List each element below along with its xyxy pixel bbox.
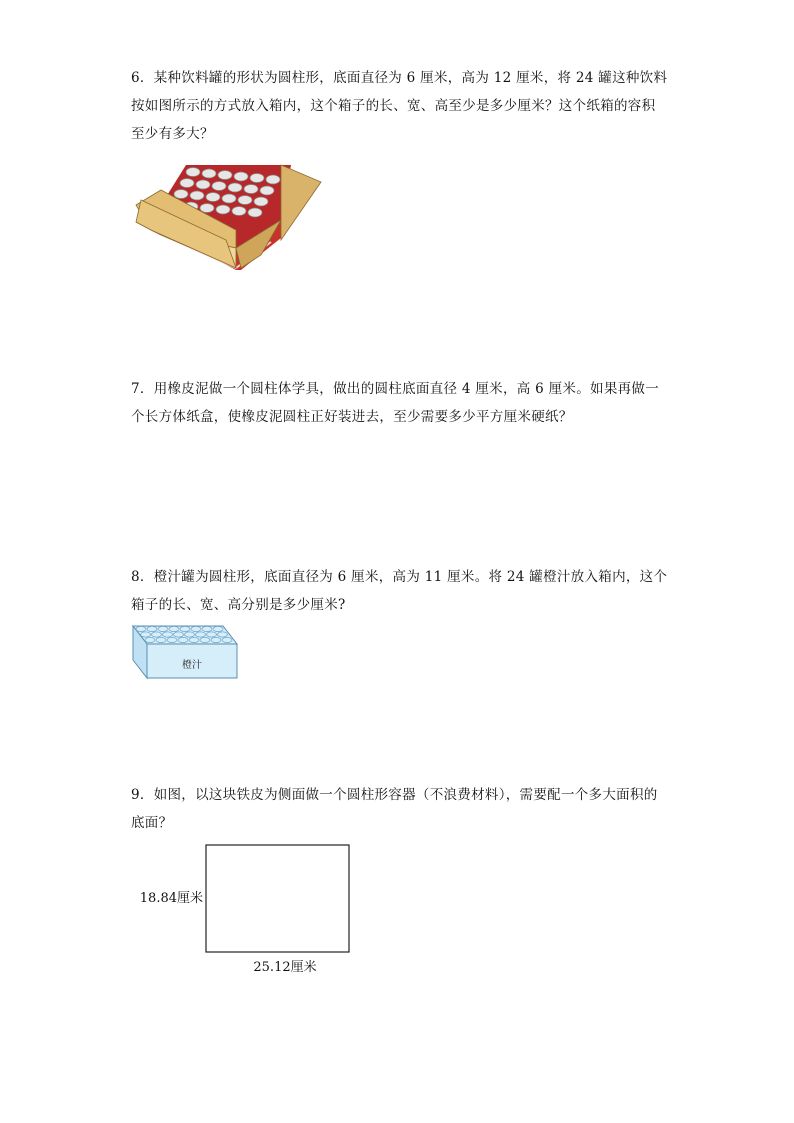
can-top [174, 190, 188, 199]
question-8 [131, 563, 671, 619]
sheet-height-label: 18.84厘米 [139, 891, 203, 906]
iron-sheet-rectangle [206, 845, 349, 952]
can-top [200, 204, 214, 213]
can-top [186, 168, 200, 177]
juice-box-illustration [131, 624, 241, 680]
can-top [234, 172, 248, 181]
question-6-line-3: 至少有多大？ [131, 126, 214, 142]
question-9 [131, 781, 671, 837]
iron-sheet-diagram [131, 840, 371, 980]
can-top [190, 191, 204, 200]
can-top [180, 179, 194, 188]
can-top [238, 196, 252, 205]
can-top [232, 207, 246, 216]
can-top [216, 205, 230, 214]
question-7-line-2: 个长方体纸盒，使橡皮泥圆柱正好装进去，至少需要多少平方厘米硬纸？ [131, 409, 573, 425]
question-6 [131, 64, 671, 148]
question-6-line-2: 按如图所示的方式放入箱内，这个箱子的长、宽、高至少是多少厘米？这个纸箱的容积 [131, 98, 656, 114]
can-top [260, 186, 274, 195]
can-top [222, 194, 236, 203]
can-top [248, 208, 262, 217]
question-9-line-1: 9．如图，以这块铁皮为侧面做一个圆柱形容器（不浪费材料），需要配一个多大面积的 [131, 787, 658, 803]
question-8-line-1: 8．橙汁罐为圆柱形，底面直径为 6 厘米，高为 11 厘米。将 24 罐橙汁放入箱内，这个 [131, 569, 668, 585]
sheet-width-label: 25.12厘米 [253, 960, 317, 975]
can-top [202, 169, 216, 178]
question-9-line-2: 底面？ [131, 815, 173, 831]
can-top [206, 193, 220, 202]
question-7 [131, 375, 671, 431]
question-8-line-2: 箱子的长、宽、高分别是多少厘米? [131, 597, 346, 613]
can-top [250, 174, 264, 183]
can-top [196, 180, 210, 189]
question-6-line-1: 6．某种饮料罐的形状为圆柱形，底面直径为 6 厘米，高为 12 厘米，将 24 罐这种饮料 [131, 70, 668, 86]
can-top [228, 183, 242, 192]
can-top [244, 185, 258, 194]
can-top [212, 182, 226, 191]
question-7-line-1: 7．用橡皮泥做一个圆柱体学具，做出的圆柱底面直径 4 厘米，高 6 厘米。如果再做一 [131, 381, 660, 397]
cans-in-box-illustration [131, 160, 326, 272]
juice-box-label: 橙汁 [182, 660, 202, 671]
can-top [254, 197, 268, 206]
can-top [218, 171, 232, 180]
can-top [266, 175, 280, 184]
